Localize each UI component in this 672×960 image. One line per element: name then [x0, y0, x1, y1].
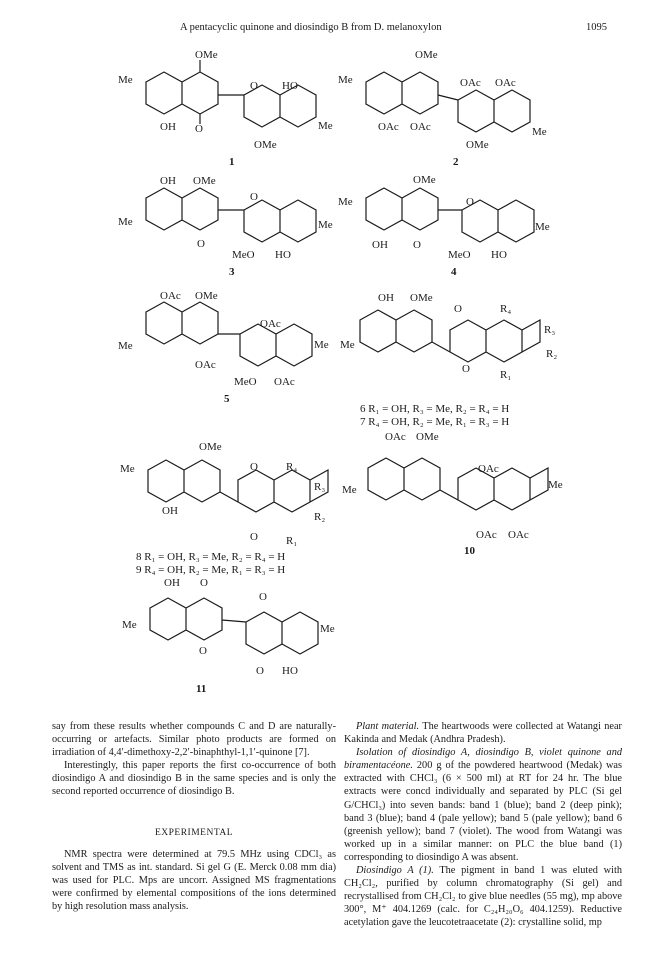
substituent-label: O [454, 303, 462, 315]
structure-5 [118, 290, 329, 405]
substituent-label: R₁ [286, 535, 298, 547]
substituent-label: OMe [199, 441, 222, 453]
substituent-label: OMe [195, 49, 218, 61]
substituent-label: OAc [478, 463, 499, 475]
substituent-label: Me [535, 221, 550, 233]
right-text-column [344, 720, 622, 930]
substituent-label: HO [282, 80, 298, 92]
substituent-label: OH [162, 505, 178, 517]
structure-6-7 [340, 292, 557, 428]
compound-note: 8 R₁ = OH, R₃ = Me, R₂ = R₄ = H [136, 551, 286, 563]
left-text-column [52, 720, 336, 913]
compound-note: 7 R₄ = OH, R₂ = Me, R₁ = R₃ = H [360, 416, 510, 428]
substituent-label: HO [282, 665, 298, 677]
substituent-label: OH [372, 239, 388, 251]
running-header [0, 22, 672, 36]
substituent-label: HO [491, 249, 507, 261]
substituent-label: Me [342, 484, 357, 496]
substituent-label: OMe [415, 49, 438, 61]
substituent-label: OAc [274, 376, 295, 388]
substituent-label: R₄ [500, 303, 512, 315]
ring-bonds [146, 188, 316, 242]
substituent-label: Me [338, 196, 353, 208]
substituent-label: O [250, 191, 258, 203]
substituent-label: Me [118, 340, 133, 352]
substituent-label: R₂ [314, 511, 326, 523]
substituent-label: R₁ [500, 369, 512, 381]
substituent-label: OMe [466, 139, 489, 151]
substituent-label: OAc [160, 290, 181, 302]
compound-number: 5 [224, 393, 230, 405]
ring-bonds [368, 458, 548, 510]
substituent-label: OAc [508, 529, 529, 541]
substituent-label: O [259, 591, 267, 603]
substituent-label: OMe [195, 290, 218, 302]
substituent-label: O [413, 239, 421, 251]
structure-8-9 [120, 441, 328, 576]
substituent-label: HO [275, 249, 291, 261]
substituent-label: MeO [232, 249, 255, 261]
substituent-label: O [256, 665, 264, 677]
compound-note: 6 R₁ = OH, R₃ = Me, R₂ = R₄ = H [360, 403, 510, 415]
ring-bonds [366, 188, 534, 242]
substituent-label: O [466, 196, 474, 208]
substituent-label: OAc [260, 318, 281, 330]
substituent-label: OH [160, 175, 176, 187]
paragraph: say from these results whether compounds C and D are naturally-occurring or artefacts. Similar photo products are formed on irradiation of 4,4′-dimethoxy-2,2′-binaphthyl-1,1′-quinone [7]. [52, 721, 336, 759]
run-in-heading: Plant material. [356, 721, 420, 732]
substituent-label: O [462, 363, 470, 375]
substituent-label: Me [532, 126, 547, 138]
compound-note: 9 R₄ = OH, R₂ = Me, R₁ = R₃ = H [136, 564, 286, 576]
substituent-label: O [250, 80, 258, 92]
substituent-label: OAc [410, 121, 431, 133]
substituent-label: Me [122, 619, 137, 631]
substituent-label: Me [118, 74, 133, 86]
paragraph: NMR spectra were determined at 79.5 MHz using CDCl₃ as solvent and TMS as int. standard. Si gel G (E. Merck 0.08 mm dia) was used for PLC. Mps are uncorr. Assigned MS fragmentations were confirmed by elemental compositions of the ions determined by high resolution mass analysis. [52, 848, 336, 913]
substituent-label: Me [318, 219, 333, 231]
substituent-label: Me [320, 623, 335, 635]
page-number: 1095 [586, 22, 607, 33]
structure-1 [118, 49, 333, 168]
substituent-label: Me [548, 479, 563, 491]
substituent-label: OAc [378, 121, 399, 133]
substituent-label: OAc [460, 77, 481, 89]
structure-11 [122, 577, 335, 695]
structure-3 [118, 175, 333, 278]
compound-number: 4 [451, 266, 457, 278]
substituent-label: R₃ [544, 324, 556, 336]
substituent-label: OAc [195, 359, 216, 371]
substituent-label: O [200, 577, 208, 589]
substituent-label: OMe [416, 431, 439, 443]
substituent-label: Me [318, 120, 333, 132]
run-in-heading: Diosindigo A (1). [356, 865, 434, 877]
substituent-label: O [195, 123, 203, 135]
compound-number: 2 [453, 156, 459, 168]
paragraph [344, 746, 622, 864]
substituent-label: OMe [254, 139, 277, 151]
substituent-label: R₂ [546, 348, 558, 360]
chemical-structures-figure [0, 40, 672, 720]
substituent-label: Me [340, 339, 355, 351]
structure-10 [342, 431, 563, 557]
run-in-heading: Isolation of diosindigo A, diosindigo B, violet quinone and biramentacéone. [344, 747, 622, 772]
compound-number: 10 [464, 545, 475, 557]
substituent-label: Me [118, 216, 133, 228]
substituent-label: Me [314, 339, 329, 351]
running-title: A pentacyclic quinone and diosindigo B from D. melanoxylon [180, 22, 442, 33]
ring-bonds [150, 598, 318, 654]
substituent-label: OAc [476, 529, 497, 541]
paragraph-text: 200 g of the powdered heartwood (Medak) was extracted with CHCl₃ (6 × 500 ml) at RT for 24 hr. The blue extracts were concd individually and separated by PLC (Si gel G/CHCl₃) into seven bands: band 1 (blue); band 2 (deep pink); band 3 (blue); band 4 (pale yellow); band 5 (pale yellow); band 6 (greenish yellow); band 7 (violet). The wood from Watangi was worked up in a similar manner: on PLC the blue band (1) corresponding to diosindigo A was absent. [344, 760, 622, 863]
substituent-label: OMe [413, 174, 436, 186]
structure-4 [338, 174, 550, 278]
compound-number: 1 [229, 156, 235, 168]
paragraph-text: The pigment in band 1 was eluted with CH₂Cl₂, purified by column chromatography (Si gel) and recrystallised from CH₂Cl₂ to give blue needles (55 mg), mp above 300°, M⁺ 404.1269 (calc. for C₂₄H₂₀O₆ 404.1259). Reductive acetylation gave the leucotetraacetate (2): crystalline solid, mp [344, 865, 622, 929]
substituent-label: OH [160, 121, 176, 133]
paragraph-text: The heartwoods were collected at Watangi near Kakinda and Medak (Andhra Pradesh). [344, 721, 622, 746]
substituent-label: O [199, 645, 207, 657]
ring-bonds [146, 302, 312, 366]
paragraph [344, 720, 622, 746]
section-heading: EXPERIMENTAL [154, 827, 234, 838]
substituent-label: MeO [448, 249, 471, 261]
substituent-label: O [250, 531, 258, 543]
compound-number: 11 [196, 683, 207, 695]
substituent-label: Me [120, 463, 135, 475]
substituent-label: OH [164, 577, 180, 589]
compound-number: 3 [229, 266, 235, 278]
ring-bonds [360, 310, 540, 362]
substituent-label: R₃ [314, 481, 326, 493]
substituent-label: O [250, 461, 258, 473]
substituent-label: OMe [410, 292, 433, 304]
substituent-label: O [197, 238, 205, 250]
substituent-label: OAc [495, 77, 516, 89]
substituent-label: MeO [234, 376, 257, 388]
paragraph: Interestingly, this paper reports the first co-occurrence of both diosindigo A and diosindigo B in the same species and is only the second reported occurrence of diosindigo B. [52, 760, 336, 798]
paragraph [344, 864, 622, 929]
substituent-label: R₄ [286, 461, 298, 473]
substituent-label: OMe [193, 175, 216, 187]
substituent-label: OH [378, 292, 394, 304]
structure-2 [338, 49, 547, 168]
substituent-label: Me [338, 74, 353, 86]
substituent-label: OAc [385, 431, 406, 443]
